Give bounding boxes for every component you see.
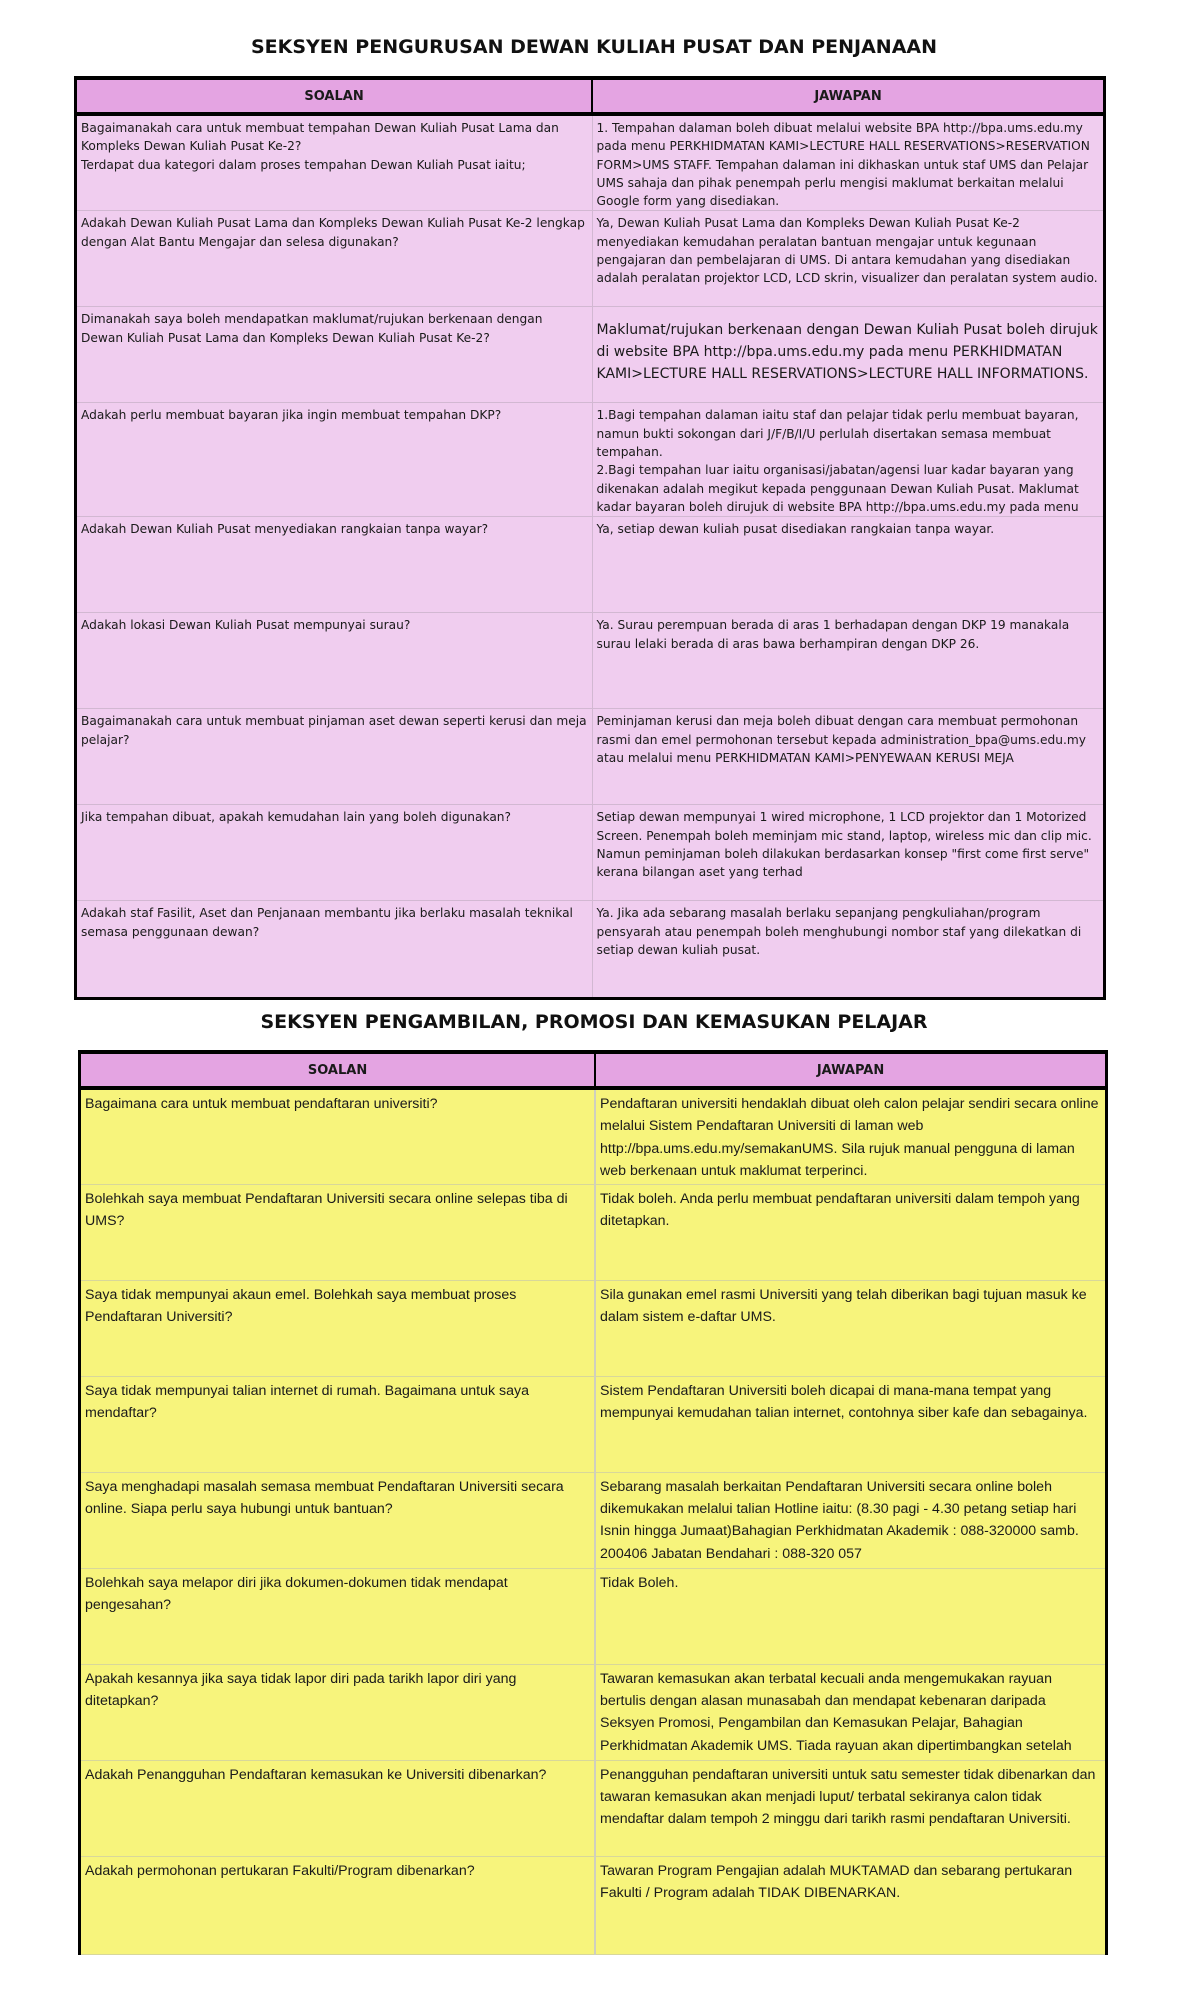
answer-cell: Sistem Pendaftaran Universiti boleh dicapai di mana-mana tempat yang mempunyai kemudahan talian internet, contohnya siber kafe dan sebagainya. (595, 1376, 1106, 1472)
answer-cell: Tidak Boleh. (595, 1568, 1106, 1664)
column-header-soalan: SOALAN (80, 1052, 596, 1088)
table-row (76, 709, 1105, 805)
answer-cell: Ya, Dewan Kuliah Pusat Lama dan Kompleks Dewan Kuliah Pusat Ke-2 menyediakan kemudahan peralatan bantuan mengajar untuk kegunaan pengajaran dan pembelajaran di UMS. Di antara kemudahan yang disediakan adalah peralatan projektor LCD, LCD skrin, visualizer dan peralatan system audio. (592, 211, 1104, 307)
table-row (80, 1856, 1107, 1954)
question-cell: Adakah lokasi Dewan Kuliah Pusat mempunyai surau? (76, 613, 593, 709)
question-cell: Dimanakah saya boleh mendapatkan maklumat/rujukan berkenaan dengan Dewan Kuliah Pusat Lama dan Kompleks Dewan Kuliah Pusat Ke-2? (76, 307, 593, 403)
answer-cell: Maklumat/rujukan berkenaan dengan Dewan Kuliah Pusat boleh dirujuk di website BPA http://bpa.ums.edu.my pada menu PERKHIDMATAN KAMI>LECTURE HALL RESERVATIONS>LECTURE HALL INFORMATIONS. (592, 307, 1104, 403)
table-row (76, 517, 1105, 613)
table-row (76, 307, 1105, 403)
answer-cell: Penangguhan pendaftaran universiti untuk satu semester tidak dibenarkan dan tawaran kemasukan akan menjadi luput/ terbatal sekiranya calon tidak mendaftar dalam tempoh 2 minggu dari tarikh rasmi pendaftaran Universiti. (595, 1760, 1106, 1856)
answer-cell: Tidak boleh. Anda perlu membuat pendaftaran universiti dalam tempoh yang ditetapkan. (595, 1184, 1106, 1280)
question-cell: Saya tidak mempunyai akaun emel. Bolehkah saya membuat proses Pendaftaran Universiti? (80, 1280, 596, 1376)
table-row (80, 1280, 1107, 1376)
column-header-jawapan: JAWAPAN (592, 78, 1104, 114)
question-cell: Saya tidak mempunyai talian internet di rumah. Bagaimana untuk saya mendaftar? (80, 1376, 596, 1472)
section2-title: SEKSYEN PENGAMBILAN, PROMOSI DAN KEMASUKAN PELAJAR (260, 1011, 928, 1033)
table-row (80, 1088, 1107, 1184)
answer-cell: Tawaran kemasukan akan terbatal kecuali anda mengemukakan rayuan bertulis dengan alasan munasabah dan mendapat kebenaran daripada Seksyen Promosi, Pengambilan dan Kemasukan Pelajar, Bahagian Perkhidmatan Akademik UMS. Tiada rayuan akan dipertimbangkan setelah (595, 1664, 1106, 1760)
table-row (80, 1376, 1107, 1472)
question-cell: Adakah perlu membuat bayaran jika ingin membuat tempahan DKP? (76, 403, 593, 517)
table-row (80, 1568, 1107, 1664)
column-header-jawapan: JAWAPAN (595, 1052, 1106, 1088)
question-cell: Apakah kesannya jika saya tidak lapor diri pada tarikh lapor diri yang ditetapkan? (80, 1664, 596, 1760)
answer-cell: Sebarang masalah berkaitan Pendaftaran Universiti secara online boleh dikemukakan melalui talian Hotline iaitu: (8.30 pagi - 4.30 petang setiap hari Isnin hingga Jumaat)Bahagian Perkhidmatan Akademik : 088-320000 samb. 200406 Jabatan Bendahari : 088-320 057 (595, 1472, 1106, 1568)
question-cell: Bagaimanakah cara untuk membuat tempahan Dewan Kuliah Pusat Lama dan Kompleks Dewan Kuliah Pusat Ke-2? Terdapat dua kategori dalam proses tempahan Dewan Kuliah Pusat iaitu; (76, 114, 593, 211)
question-cell: Saya menghadapi masalah semasa membuat Pendaftaran Universiti secara online. Siapa perlu saya hubungi untuk bantuan? (80, 1472, 596, 1568)
table-row (80, 1184, 1107, 1280)
answer-cell: Ya. Surau perempuan berada di aras 1 berhadapan dengan DKP 19 manakala surau lelaki berada di aras bawa berhampiran dengan DKP 26. (592, 613, 1104, 709)
table-row (76, 211, 1105, 307)
answer-cell: Ya, setiap dewan kuliah pusat disediakan rangkaian tanpa wayar. (592, 517, 1104, 613)
faq-table-pengambilan (78, 1050, 1108, 1955)
table-row (76, 805, 1105, 901)
question-cell: Bolehkah saya melapor diri jika dokumen-dokumen tidak mendapat pengesahan? (80, 1568, 596, 1664)
answer-cell: Pendaftaran universiti hendaklah dibuat oleh calon pelajar sendiri secara online melalui Sistem Pendaftaran Universiti di laman web http://bpa.ums.edu.my/semakanUMS. Sila rujuk manual pengguna di laman web berkenaan untuk maklumat terperinci. (595, 1088, 1106, 1184)
table-row (76, 114, 1105, 211)
answer-cell: 1.Bagi tempahan dalaman iaitu staf dan pelajar tidak perlu membuat bayaran, namun bukti sokongan dari J/F/B/I/U perlulah disertakan semasa membuat tempahan. 2.Bagi tempahan luar iaitu organisasi/jabatan/agensi luar kadar bayaran yang dikenakan adalah megikut kepada penggunaan Dewan Kuliah Pusat. Maklumat kadar bayaran boleh dirujuk di website BPA http://bpa.ums.edu.my pada menu (592, 403, 1104, 517)
section1-title: SEKSYEN PENGURUSAN DEWAN KULIAH PUSAT DAN PENJANAAN (250, 36, 938, 58)
table-row (80, 1472, 1107, 1568)
table-header-row (76, 78, 1105, 114)
question-cell: Adakah Dewan Kuliah Pusat menyediakan rangkaian tanpa wayar? (76, 517, 593, 613)
answer-cell: 1. Tempahan dalaman boleh dibuat melalui website BPA http://bpa.ums.edu.my pada menu PERKHIDMATAN KAMI>LECTURE HALL RESERVATIONS>RESERVATION FORM>UMS STAFF. Tempahan dalaman ini dikhaskan untuk staf UMS dan Pelajar UMS sahaja dan pihak penempah perlu mengisi maklumat berkaitan melalui Google form yang disediakan. (592, 114, 1104, 211)
answer-cell: Tawaran Program Pengajian adalah MUKTAMAD dan sebarang pertukaran Fakulti / Program adalah TIDAK DIBENARKAN. (595, 1856, 1106, 1954)
question-cell: Bolehkah saya membuat Pendaftaran Universiti secara online selepas tiba di UMS? (80, 1184, 596, 1280)
answer-cell: Sila gunakan emel rasmi Universiti yang telah diberikan bagi tujuan masuk ke dalam sistem e-daftar UMS. (595, 1280, 1106, 1376)
question-cell: Bagaimana cara untuk membuat pendaftaran universiti? (80, 1088, 596, 1184)
table-row (80, 1760, 1107, 1856)
faq-table-dewan-kuliah (74, 76, 1106, 1000)
question-cell: Adakah Penangguhan Pendaftaran kemasukan ke Universiti dibenarkan? (80, 1760, 596, 1856)
table-header-row (80, 1052, 1107, 1088)
question-cell: Bagaimanakah cara untuk membuat pinjaman aset dewan seperti kerusi dan meja pelajar? (76, 709, 593, 805)
table-row (76, 403, 1105, 517)
answer-cell: Setiap dewan mempunyai 1 wired microphone, 1 LCD projektor dan 1 Motorized Screen. Penempah boleh meminjam mic stand, laptop, wireless mic dan clip mic. Namun peminjaman boleh dilakukan berdasarkan konsep "first come first serve" kerana bilangan aset yang terhad (592, 805, 1104, 901)
answer-cell: Ya. Jika ada sebarang masalah berlaku sepanjang pengkuliahan/program pensyarah atau penempah boleh menghubungi nombor staf yang dilekatkan di setiap dewan kuliah pusat. (592, 901, 1104, 999)
column-header-soalan: SOALAN (76, 78, 593, 114)
table-row (76, 901, 1105, 999)
answer-cell: Peminjaman kerusi dan meja boleh dibuat dengan cara membuat permohonan rasmi dan emel permohonan tersebut kepada administration_bpa@ums.edu.my atau melalui menu PERKHIDMATAN KAMI>PENYEWAAN KERUSI MEJA (592, 709, 1104, 805)
table-row (76, 613, 1105, 709)
question-cell: Adakah staf Fasilit, Aset dan Penjanaan membantu jika berlaku masalah teknikal semasa penggunaan dewan? (76, 901, 593, 999)
question-cell: Adakah Dewan Kuliah Pusat Lama dan Kompleks Dewan Kuliah Pusat Ke-2 lengkap dengan Alat Bantu Mengajar dan selesa digunakan? (76, 211, 593, 307)
question-cell: Jika tempahan dibuat, apakah kemudahan lain yang boleh digunakan? (76, 805, 593, 901)
question-cell: Adakah permohonan pertukaran Fakulti/Program dibenarkan? (80, 1856, 596, 1954)
table-row (80, 1664, 1107, 1760)
